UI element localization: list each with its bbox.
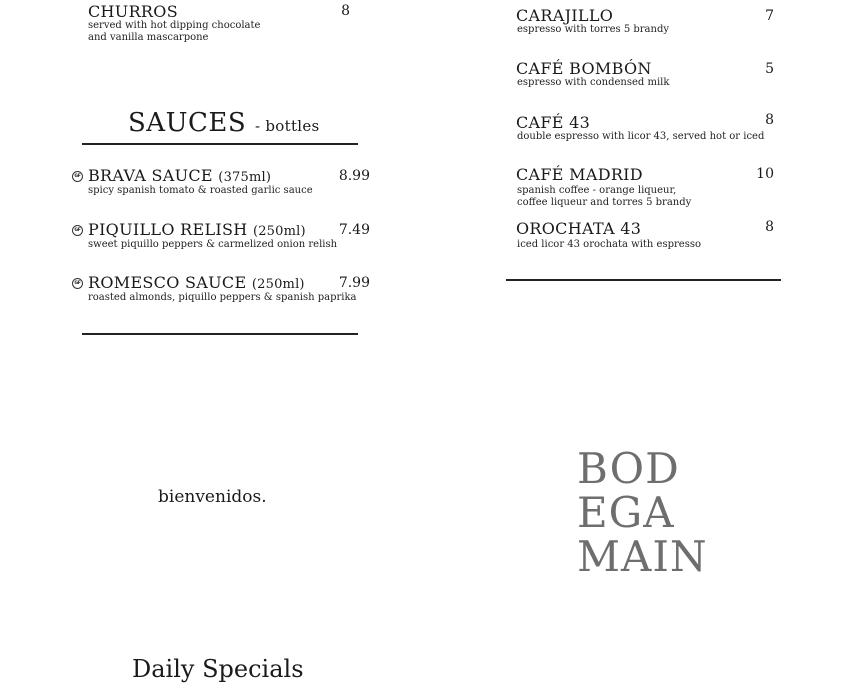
bodega-main-logo <box>577 444 708 581</box>
sauce-item-name <box>88 220 306 239</box>
sauces-heading <box>128 108 320 138</box>
sauces-bottom-rule <box>82 333 358 335</box>
sauces-subtitle: - bottles <box>254 117 320 135</box>
coffee-item-desc: double espresso with licor 43, served hot or iced <box>517 131 765 142</box>
sauce-price: 7.49 <box>338 222 370 238</box>
coffee-item-price: 8 <box>765 112 774 128</box>
logo-line-1: BOD <box>577 444 680 493</box>
sauce-price: 7.99 <box>338 275 370 291</box>
coffee-item-price: 8 <box>765 219 774 235</box>
coffee-item-desc: iced licor 43 orochata with espresso <box>517 239 701 250</box>
sauce-desc: spicy spanish tomato & roasted garlic sauce <box>88 185 313 196</box>
sauce-size: (375ml) <box>218 170 272 185</box>
sauce-name: ROMESCO SAUCE <box>88 273 247 292</box>
coffee-item-price: 5 <box>765 61 774 77</box>
churros-name: CHURROS <box>88 2 178 21</box>
coffee-item-name: CARAJILLO <box>516 6 614 25</box>
sauce-price: 8.99 <box>338 168 370 184</box>
sauce-name: PIQUILLO RELISH <box>88 220 248 239</box>
coffee-bottom-rule <box>506 279 781 281</box>
coffee-item-name: OROCHATA 43 <box>516 219 642 238</box>
coffee-item-desc: espresso with condensed milk <box>517 77 670 88</box>
sauce-size: (250ml) <box>252 224 306 239</box>
churros-price: 8 <box>341 3 350 19</box>
coffee-item-price: 10 <box>756 166 774 182</box>
coffee-item-desc: coffee liqueur and torres 5 brandy <box>517 197 692 208</box>
sauces-top-rule <box>82 143 358 145</box>
daily-specials-heading: Daily Specials <box>132 655 304 683</box>
sauce-name: BRAVA SAUCE <box>88 166 213 185</box>
coffee-item-name: CAFÉ MADRID <box>516 165 643 184</box>
sauce-item-name <box>88 273 305 292</box>
sauce-desc: roasted almonds, piquillo peppers & spanish paprika <box>88 292 357 303</box>
coffee-item-name: CAFÉ BOMBÓN <box>516 59 652 78</box>
sauce-item-name <box>88 166 271 185</box>
gluten-free-icon: GF <box>72 171 83 182</box>
sauces-title: SAUCES <box>128 108 247 138</box>
gluten-free-icon: GF <box>72 225 83 236</box>
logo-line-3: MAIN <box>577 532 708 581</box>
gluten-free-icon: GF <box>72 278 83 289</box>
coffee-item-name: CAFÉ 43 <box>516 113 591 132</box>
coffee-item-desc: spanish coffee - orange liqueur, <box>517 185 677 196</box>
sauce-size: (250ml) <box>251 277 305 292</box>
logo-line-2: EGA <box>577 488 675 537</box>
welcome-text: bienvenidos. <box>158 487 267 507</box>
churros-desc-line1: served with hot dipping chocolate <box>88 20 261 31</box>
sauce-desc: sweet piquillo peppers & carmelized onion relish <box>88 239 338 250</box>
coffee-item-desc: espresso with torres 5 brandy <box>517 24 670 35</box>
coffee-item-price: 7 <box>765 8 774 24</box>
churros-desc-line2: and vanilla mascarpone <box>88 32 209 43</box>
